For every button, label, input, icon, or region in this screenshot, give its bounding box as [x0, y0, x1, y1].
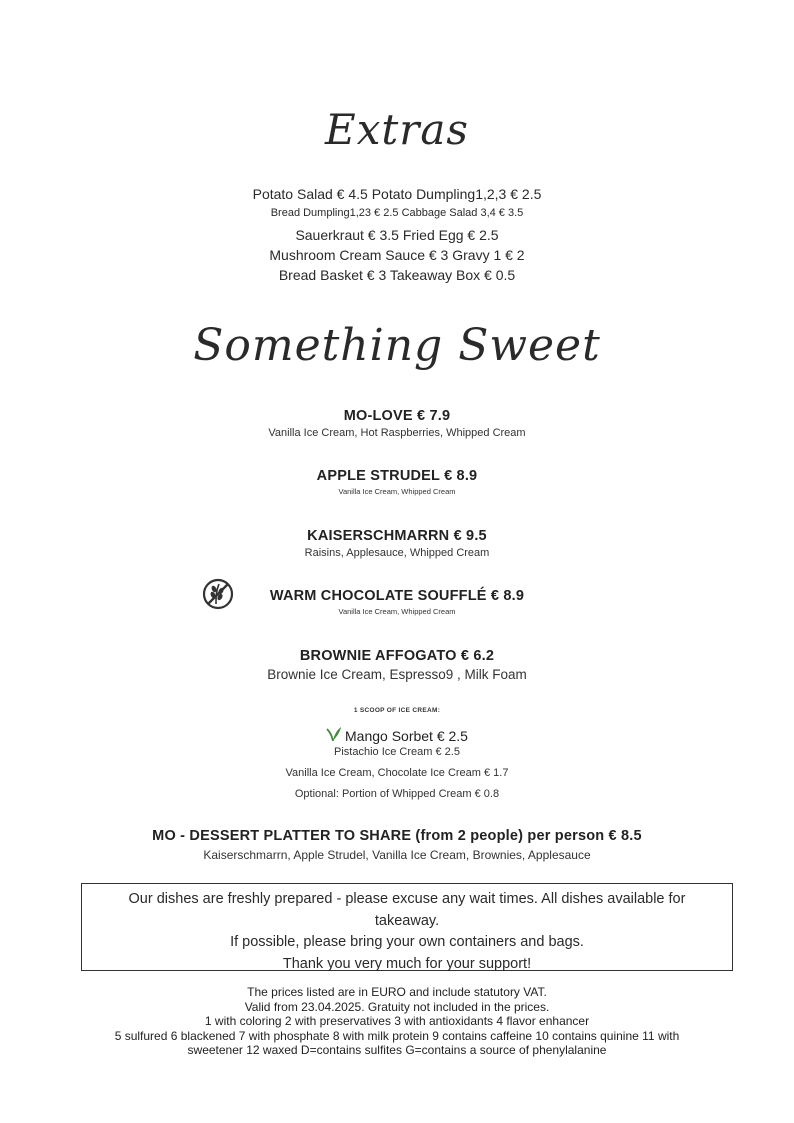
scoop-label: 1 SCOOP OF ICE CREAM: [353, 707, 441, 714]
sweet-heading: Something Sweet [193, 320, 601, 371]
extras-line-5: Bread Basket € 3 Takeaway Box € 0.5 [278, 267, 516, 283]
footer-legal [0, 985, 794, 1058]
footer-line-1: The prices listed are in EURO and include statutory VAT. [247, 985, 547, 999]
dessert-desc-apple-strudel: Vanilla Ice Cream, Whipped Cream [338, 487, 456, 496]
dessert-desc-kaiserschmarrn: Raisins, Applesauce, Whipped Cream [304, 547, 490, 559]
extras-line-1: Potato Salad € 4.5 Potato Dumpling1,2,3 € 2.5 [252, 186, 542, 202]
scoop-mango: Mango Sorbet € 2.5 [345, 728, 468, 744]
footer-line-2: Valid from 23.04.2025. Gratuity not included in the prices. [244, 999, 550, 1014]
scoop-mango-row [0, 726, 794, 744]
dessert-title-souffle: WARM CHOCOLATE SOUFFLÉ € 8.9 [269, 588, 525, 604]
platter-title: MO - DESSERT PLATTER TO SHARE (from 2 people) per person € 8.5 [152, 828, 642, 844]
scoop-pistachio: Pistachio Ice Cream € 2.5 [334, 746, 460, 758]
notice-line-3: Thank you very much for your support! [282, 955, 532, 972]
dessert-desc-souffle: Vanilla Ice Cream, Whipped Cream [338, 607, 456, 616]
dessert-desc-brownie-affogato: Brownie Ice Cream, Espresso9 , Milk Foam [267, 667, 527, 682]
extras-line-3: Sauerkraut € 3.5 Fried Egg € 2.5 [295, 227, 499, 243]
dessert-title-kaiserschmarrn: KAISERSCHMARRN € 9.5 [307, 528, 487, 544]
dessert-title-apple-strudel: APPLE STRUDEL € 8.9 [316, 468, 478, 484]
footer-line-3: 1 with coloring 2 with preservatives 3 with antioxidants 4 flavor enhancer [204, 1014, 590, 1028]
extras-line-2: Bread Dumpling1,23 € 2.5 Cabbage Salad 3,4 € 3.5 [270, 207, 524, 219]
dessert-title-brownie-affogato: BROWNIE AFFOGATO € 6.2 [299, 648, 495, 664]
footer-line-4: 5 sulfured 6 blackened 7 with phosphate 8 with milk protein 9 contains caffeine 10 contains quinine 11 with [114, 1028, 680, 1043]
scoop-optional-cream: Optional: Portion of Whipped Cream € 0.8 [294, 788, 500, 800]
footer-line-5: sweetener 12 waxed D=contains sulfites G=contains a source of phenylalanine [187, 1043, 607, 1057]
extras-heading: Extras [325, 105, 469, 154]
dessert-desc-mo-love: Vanilla Ice Cream, Hot Raspberries, Whipped Cream [268, 427, 526, 439]
scoop-vanilla-chocolate: Vanilla Ice Cream, Chocolate Ice Cream € 1.7 [285, 767, 509, 779]
vegan-leaf-icon [326, 726, 342, 742]
notice-line-2: If possible, please bring your own containers and bags. [230, 934, 584, 950]
dessert-title-mo-love: MO-LOVE € 7.9 [343, 408, 451, 424]
notice-box [81, 883, 733, 971]
platter-desc: Kaiserschmarrn, Apple Strudel, Vanilla Ice Cream, Brownies, Applesauce [203, 848, 591, 862]
notice-line-1: Our dishes are freshly prepared - please excuse any wait times. All dishes available for takeaway. [128, 891, 686, 929]
extras-line-4: Mushroom Cream Sauce € 3 Gravy 1 € 2 [269, 247, 525, 263]
